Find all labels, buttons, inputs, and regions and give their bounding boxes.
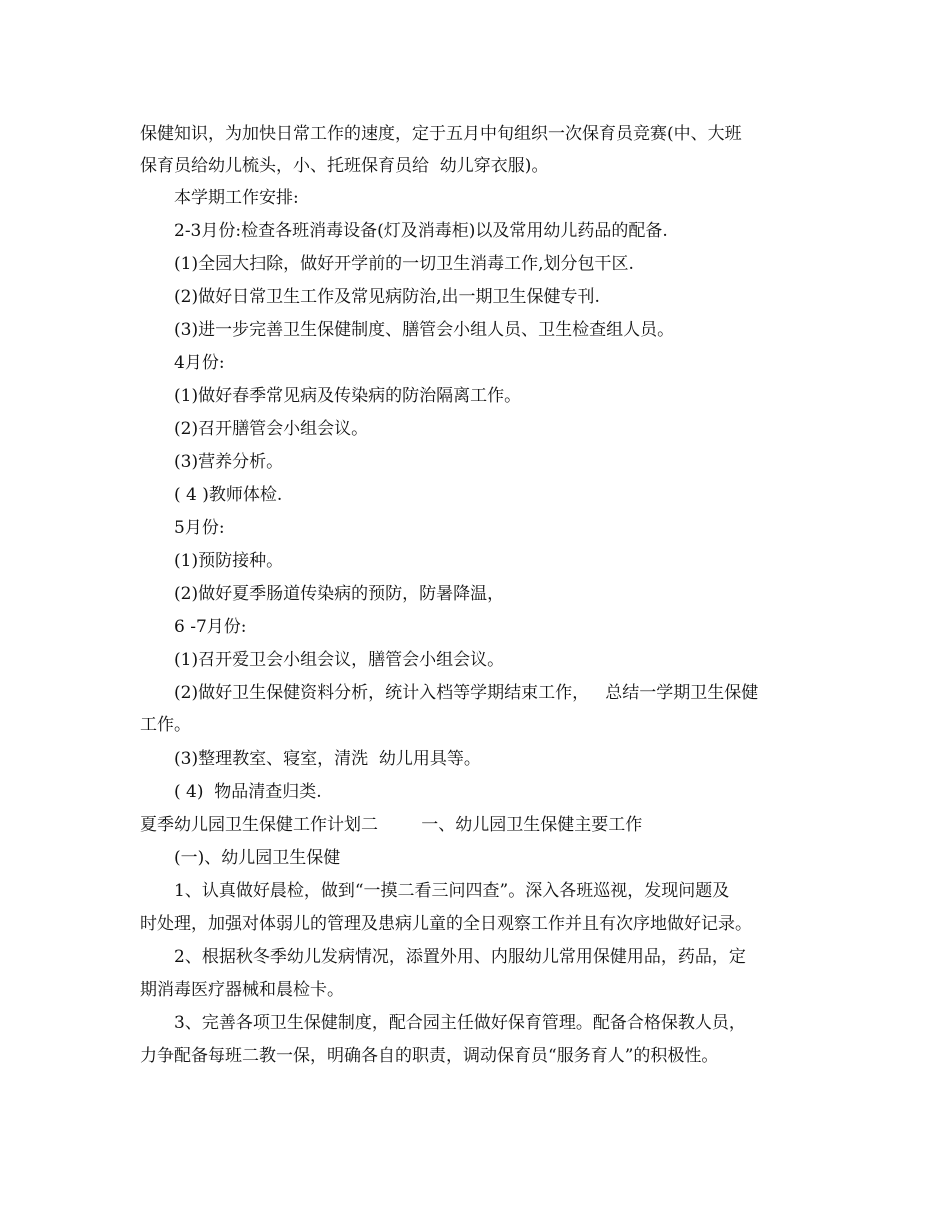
subsection-heading: (一)、幼儿园卫生保健 — [174, 848, 341, 868]
list-item: (2)做好日常卫生工作及常见病防治,出一期卫生保健专刊. — [174, 287, 600, 307]
month-heading: 4月份: — [174, 353, 225, 373]
text-line: 保育员给幼儿梳头，小、托班保育员给 幼儿穿衣服)。 — [140, 156, 549, 176]
text-line: 保健知识，为加快日常工作的速度，定于五月中旬组织一次保育员竞赛(中、大班 — [140, 124, 742, 144]
list-item: (3)整理教室、寝室，清洗 幼儿用具等。 — [174, 749, 481, 769]
list-item: (3)进一步完善卫生保健制度、膳管会小组人员、卫生检查组人员。 — [174, 320, 675, 340]
text-line: 2-3月份:检查各班消毒设备(灯及消毒柜)以及常用幼儿药品的配备. — [174, 221, 668, 241]
list-item: (1)预防接种。 — [174, 551, 284, 571]
section-title: 夏季幼儿园卫生保健工作计划二 一、幼儿园卫生保健主要工作 — [140, 815, 643, 835]
list-item: (3)营养分析。 — [174, 452, 284, 472]
list-item: ( 4 )教师体检. — [174, 485, 283, 505]
list-item: (1)全园大扫除，做好开学前的一切卫生消毒工作,划分包干区. — [174, 254, 634, 274]
month-heading: 5月份: — [174, 518, 225, 538]
paragraph-line: 力争配备每班二教一保，明确各自的职责，调动保育员“服务育人”的积极性。 — [140, 1046, 719, 1066]
paragraph-line: 3、完善各项卫生保健制度，配合园主任做好保育管理。配备合格保教人员， — [174, 1013, 746, 1033]
list-item: (1)召开爱卫会小组会议，膳管会小组会议。 — [174, 650, 505, 670]
list-item: (2)做好夏季肠道传染病的预防，防暑降温， — [174, 584, 505, 604]
paragraph-line: 时处理，加强对体弱儿的管理及患病儿童的全日观察工作并且有次序地做好记录。 — [140, 914, 752, 934]
list-item: (2)做好卫生保健资料分析，统计入档等学期结束工作， 总结一学期卫生保健 — [174, 683, 759, 703]
paragraph-line: 1、认真做好晨检，做到“一摸二看三问四查”。深入各班巡视，发现问题及 — [174, 881, 730, 901]
paragraph-line: 期消毒医疗器械和晨检卡。 — [140, 980, 344, 1000]
list-item: (1)做好春季常见病及传染病的防治隔离工作。 — [174, 386, 522, 406]
section-heading: 本学期工作安排: — [174, 188, 299, 208]
month-heading: 6 -7月份: — [174, 617, 247, 637]
list-item: ( 4) 物品清查归类. — [174, 782, 322, 802]
list-item: (2)召开膳管会小组会议。 — [174, 419, 369, 439]
text-line: 工作。 — [140, 715, 191, 735]
paragraph-line: 2、根据秋冬季幼儿发病情况，添置外用、内服幼儿常用保健用品，药品，定 — [174, 947, 746, 967]
